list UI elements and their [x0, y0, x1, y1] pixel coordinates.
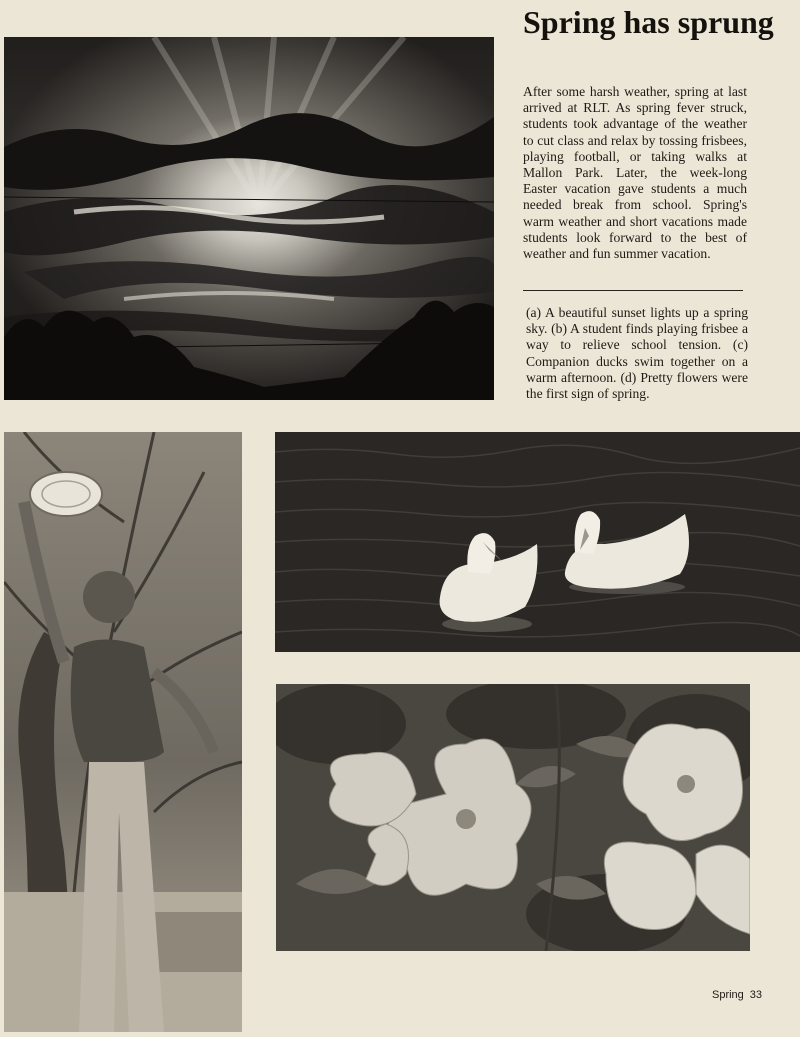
divider [523, 290, 743, 291]
page-number: 33 [749, 989, 763, 1001]
photo-caption: (a) A beautiful sunset lights up a spring sky. (b) A student finds playing frisbee a way to relieve school tension. (c) Companion ducks swim together on a warm afternoon. (d) Pretty flowers were the first sign of spring. [526, 305, 748, 402]
article-body: After some harsh weather, spring at last arrived at RLT. As spring fever struck, students took advantage of the weather to cut class and relax by tossing frisbees, playing football, or taking walks at Mallon Park. Later, the week-long Easter vacation gave students a much needed break from school. Spring's warm weather and short vacations made students look forward to the best of weather and fun summer vacation. [523, 84, 747, 262]
sunset-image [4, 37, 494, 400]
flowers-photo [276, 684, 750, 951]
page-footer [712, 989, 762, 1001]
ducks-photo [275, 432, 800, 652]
flowers-image [276, 684, 750, 951]
article-title: Spring has sprung [523, 4, 774, 40]
frisbee-student-image [4, 432, 242, 1032]
ducks-image [275, 432, 800, 652]
frisbee-student-photo [4, 432, 242, 1032]
footer-section-label: Spring [712, 989, 744, 1001]
sunset-photo [4, 37, 494, 400]
